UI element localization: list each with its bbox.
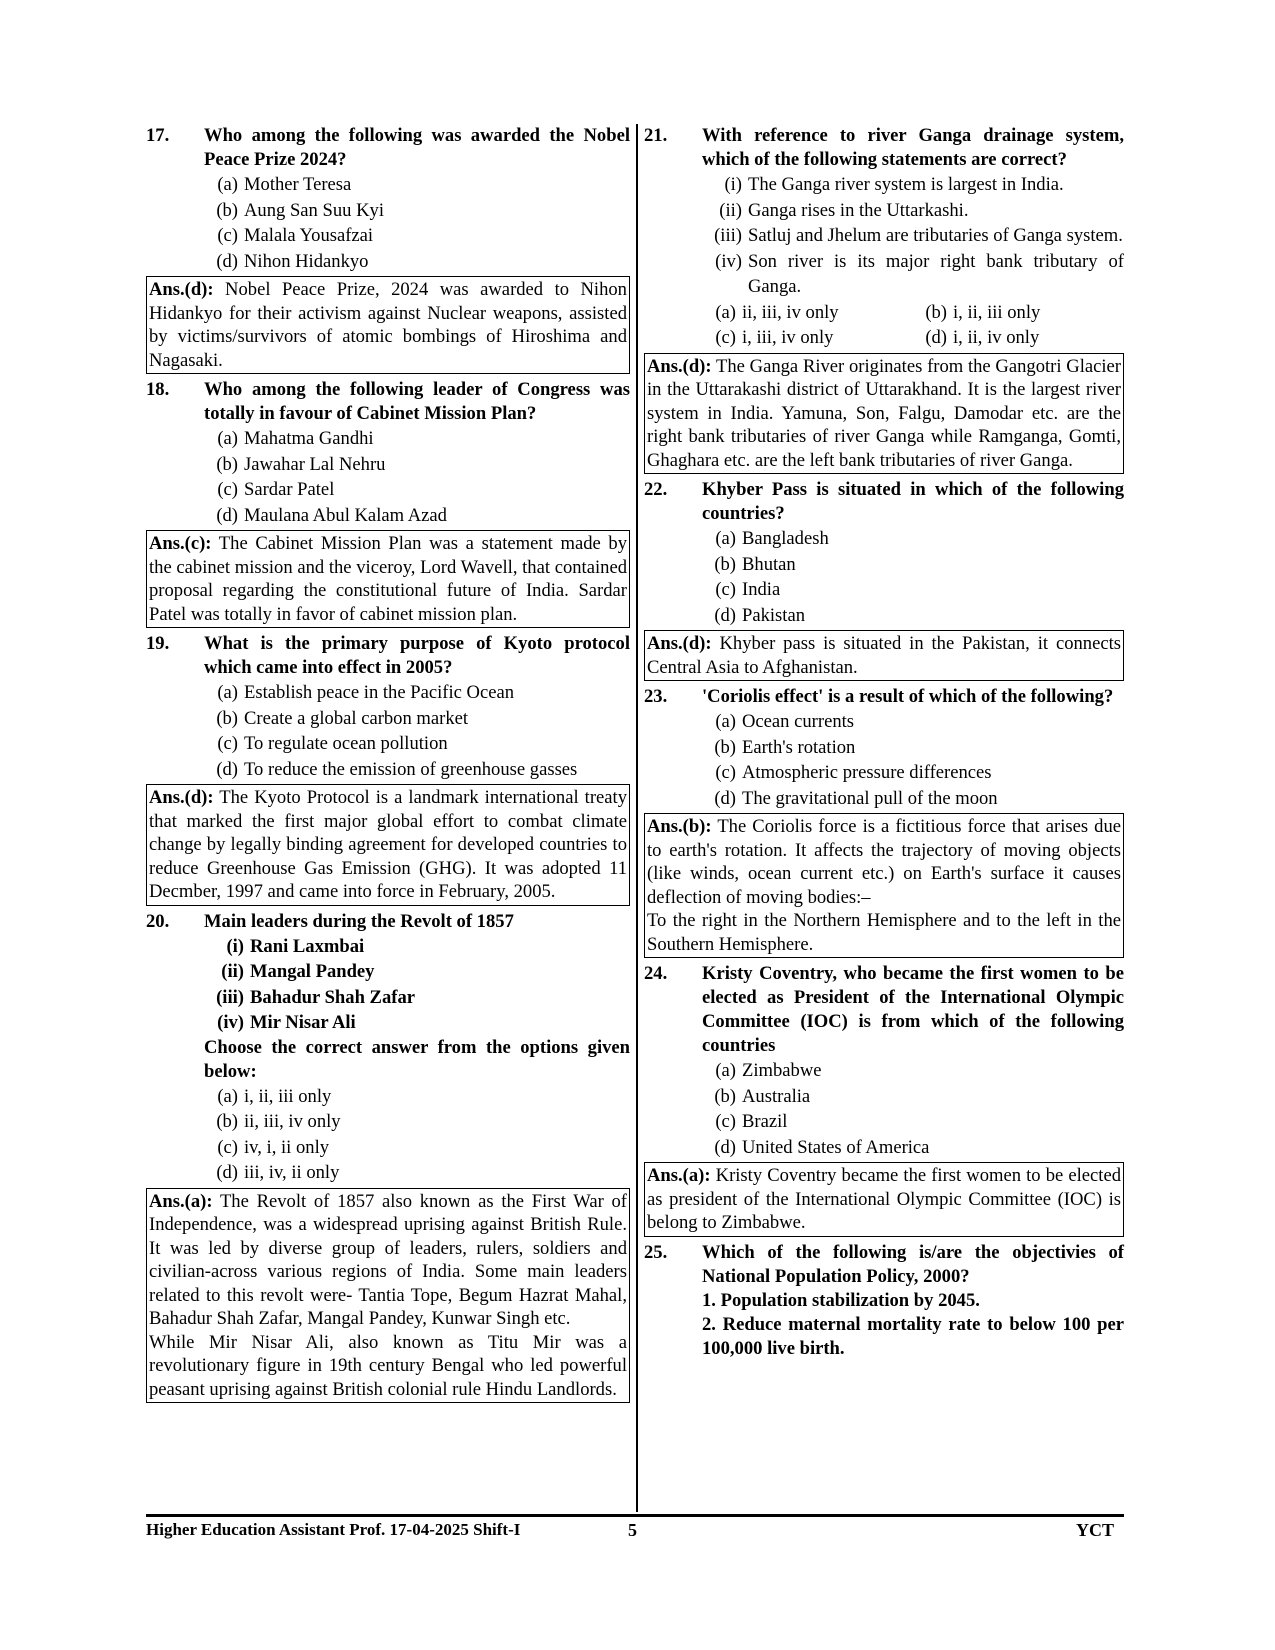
statement — [702, 223, 1124, 249]
statement — [702, 249, 1124, 300]
statement — [702, 198, 1124, 224]
option-label: (a) — [217, 174, 238, 195]
option — [204, 1084, 630, 1110]
option-label: (d) — [714, 787, 736, 809]
option-text: iii, iv, ii only — [244, 1162, 340, 1183]
answer-box — [644, 813, 1124, 958]
option-text: i, ii, iv only — [953, 327, 1040, 348]
question-text: Which of the following is/are the objectivies of National Population Policy, 2000? — [702, 1241, 1124, 1287]
column-divider — [636, 124, 638, 1512]
option — [204, 172, 630, 198]
item-label: (iii) — [216, 986, 244, 1008]
options-list — [702, 709, 1124, 811]
options-list — [204, 172, 630, 274]
options-list — [204, 1084, 630, 1186]
option-label: (c) — [715, 579, 736, 600]
item-text: Rani Laxmbai — [250, 935, 365, 957]
statement-text: Ganga rises in the Uttarkashi. — [748, 199, 969, 221]
option — [204, 1160, 630, 1186]
answer-text: The Ganga River originates from the Gangotri Glacier in the Uttarakashi district of Uttarakhand. It is the largest river system in India. Yamuna, Son, Falgu, Damodar etc. are the right bank tributaries of river Ganga while Ramganga, Gomti, Ghaghara etc. are the left bank tributaries of river Ganga. — [647, 355, 1121, 471]
option — [702, 577, 1124, 603]
statement — [702, 172, 1124, 198]
footer-rule — [146, 1514, 1124, 1517]
question-number: 22. — [644, 479, 668, 500]
option-label: (a) — [217, 428, 238, 449]
option — [702, 300, 913, 326]
options-list — [204, 426, 630, 528]
option-text: United States of America — [742, 1136, 930, 1158]
answer-label: Ans.(b): — [647, 816, 712, 837]
option-label: (a) — [715, 711, 736, 732]
option-label: (d) — [216, 504, 238, 526]
answer-box — [644, 353, 1124, 475]
option-label: (c) — [217, 479, 238, 500]
option — [204, 426, 630, 452]
option — [204, 198, 630, 224]
answer-box — [146, 784, 630, 906]
question-number: 25. — [644, 1241, 668, 1263]
option-label: (d) — [216, 250, 238, 272]
option-text: Aung San Suu Kyi — [244, 199, 384, 221]
option-label: (d) — [714, 1136, 736, 1158]
list-item — [204, 1010, 630, 1036]
option-text: Maulana Abul Kalam Azad — [244, 504, 447, 526]
item-text: Mir Nisar Ali — [250, 1012, 356, 1033]
question-22 — [644, 478, 1124, 526]
question-25 — [644, 1241, 1124, 1289]
question-number: 23. — [644, 686, 668, 707]
item-label: (iv) — [217, 1012, 244, 1033]
page-number: 5 — [628, 1520, 637, 1540]
option — [913, 325, 1124, 351]
option-text: Bhutan — [742, 553, 796, 575]
option-label: (d) — [925, 327, 947, 348]
question-21 — [644, 124, 1124, 172]
option — [204, 680, 630, 706]
option-text: Bangladesh — [742, 528, 829, 549]
question-text: Kristy Coventry, who became the first women to be elected as President of the International Olympic Committee (IOC) is from which of the following countries — [702, 963, 1124, 1056]
item-text: Bahadur Shah Zafar — [250, 986, 415, 1008]
option-text: i, iii, iv only — [742, 327, 834, 348]
statements-list — [702, 172, 1124, 300]
leaders-list — [204, 934, 630, 1036]
answer-label: Ans.(d): — [149, 279, 214, 300]
option-label: (c) — [715, 327, 736, 348]
option-text: Jawahar Lal Nehru — [244, 453, 386, 475]
answer-text: The Coriolis force is a fictitious force that arises due to earth's rotation. It affects the trajectory of moving objects (like winds, ocean current etc.) on Earth's surface it causes deflection of moving bodies:– — [647, 816, 1122, 908]
option-label: (b) — [714, 736, 736, 758]
option-text: Zimbabwe — [742, 1060, 822, 1081]
option — [204, 731, 630, 757]
option-text: Malala Yousafzai — [244, 225, 374, 246]
option-text: Atmospheric pressure differences — [742, 762, 992, 783]
answer-label: Ans.(d): — [149, 787, 214, 808]
option-text: To reduce the emission of greenhouse gasses — [244, 758, 578, 780]
answer-label: Ans.(c): — [149, 533, 212, 554]
question-number: 21. — [644, 125, 668, 146]
option — [702, 709, 1124, 735]
option-text: Earth's rotation — [742, 736, 856, 758]
answer-text: The Kyoto Protocol is a landmark international treaty that marked the first major global effort to combat climate change by legally binding agreement for developed countries to reduce Greenhouse Gas Emission (GHG). It was adopted 11 Decmber, 1997 and came into force in February, 2005. — [149, 787, 627, 902]
option — [702, 1084, 1124, 1110]
question-text: What is the primary purpose of Kyoto protocol which came into effect in 2005? — [204, 633, 630, 678]
answer-box — [146, 530, 630, 628]
option — [204, 477, 630, 503]
question-19 — [146, 632, 630, 680]
option — [702, 325, 913, 351]
answer-box — [146, 1188, 630, 1404]
option-text: iv, i, ii only — [244, 1136, 330, 1158]
answer-text: Kristy Coventry became the first women to be elected as president of the International Olympic Committee (IOC) is belong to Zimbabwe. — [647, 1165, 1121, 1233]
option-text: Australia — [742, 1085, 811, 1107]
statement-text: Satluj and Jhelum are tributaries of Ganga system. — [748, 225, 1123, 246]
footer-exam-title: Higher Education Assistant Prof. 17-04-2025 Shift-I — [146, 1520, 521, 1539]
answer-text: The Revolt of 1857 also known as the First War of Independence, was a widespread uprising against British Rule. It was led by diverse group of leaders, rulers, soldiers and civilian-across various regions of India. Some main leaders related to this revolt were- Tantia Tope, Begum Hazrat Mahal, Bahadur Shah Zafar, Mangal Pandey, Kunwar Singh etc. — [149, 1190, 627, 1329]
option-text: Pakistan — [742, 604, 806, 626]
option — [204, 452, 630, 478]
option — [702, 526, 1124, 552]
option-text: The gravitational pull of the moon — [742, 787, 998, 809]
option-label: (d) — [216, 758, 238, 780]
option — [204, 757, 630, 783]
option-text: Mahatma Gandhi — [244, 428, 374, 449]
question-instruction: Choose the correct answer from the options given below: — [204, 1036, 630, 1082]
option-label: (b) — [216, 707, 238, 729]
list-item — [204, 985, 630, 1011]
question-number: 18. — [146, 379, 170, 400]
option-text: Ocean currents — [742, 711, 855, 732]
option-label: (c) — [715, 762, 736, 783]
option — [702, 1058, 1124, 1084]
option-text: To regulate ocean pollution — [244, 733, 448, 754]
option-label: (b) — [925, 301, 947, 323]
option-label: (c) — [715, 1111, 736, 1132]
objective-point: 2. Reduce maternal mortality rate to below 100 per 100,000 live birth. — [702, 1313, 1124, 1359]
list-item — [204, 934, 630, 960]
option-text: i, ii, iii only — [953, 301, 1041, 323]
option-text: ii, iii, iv only — [244, 1111, 341, 1132]
option-label: (c) — [217, 1136, 238, 1158]
statement-label: (ii) — [719, 199, 742, 221]
answer-text-continued: While Mir Nisar Ali, also known as Titu Mir was a revolutionary figure in 19th century Bengal who led powerful peasant uprising against British colonial rule Hindu Landlords. — [149, 1331, 627, 1400]
answer-box — [146, 276, 630, 374]
option — [204, 1135, 630, 1161]
option-text: ii, iii, iv only — [742, 301, 839, 323]
question-18 — [146, 378, 630, 426]
option-label: (c) — [217, 733, 238, 754]
option-text: Brazil — [742, 1111, 788, 1132]
option — [702, 786, 1124, 812]
options-list — [702, 1058, 1124, 1160]
option-label: (c) — [217, 225, 238, 246]
publisher-mark: YCT — [1076, 1520, 1115, 1540]
answer-box — [644, 630, 1124, 681]
answer-text: The Cabinet Mission Plan was a statement made by the cabinet mission and the viceroy, Lord Wavell, that contained proposal regarding the constitutional future of India. Sardar Patel was totally in favor of cabinet mission plan. — [149, 533, 627, 625]
option-label: (b) — [216, 1111, 238, 1132]
option — [204, 503, 630, 529]
option-text: Mother Teresa — [244, 174, 352, 195]
answer-text: Nobel Peace Prize, 2024 was awarded to Nihon Hidankyo for their activism against Nuclear weapons, assisted by victims/survivors of atomic bombings of Hiroshima and Nagasaki. — [149, 279, 627, 371]
option-text: India — [742, 579, 781, 600]
right-column — [644, 124, 1124, 1361]
item-text: Mangal Pandey — [250, 961, 375, 982]
statement-text: Son river is its major right bank tributary of Ganga. — [748, 250, 1124, 297]
answer-label: Ans.(d): — [647, 355, 712, 377]
question-number: 19. — [146, 633, 170, 654]
question-text: Main leaders during the Revolt of 1857 — [204, 910, 514, 932]
option-label: (a) — [715, 301, 736, 323]
option-label: (d) — [216, 1162, 238, 1183]
option — [702, 1135, 1124, 1161]
question-17 — [146, 124, 630, 172]
list-item — [204, 959, 630, 985]
option-label: (b) — [714, 553, 736, 575]
question-24 — [644, 962, 1124, 1058]
option-text: Sardar Patel — [244, 479, 335, 500]
option-label: (a) — [217, 1085, 238, 1107]
option-text: i, ii, iii only — [244, 1085, 332, 1107]
option-text: Establish peace in the Pacific Ocean — [244, 682, 515, 703]
question-number: 17. — [146, 125, 170, 146]
option — [702, 603, 1124, 629]
option-label: (a) — [217, 682, 238, 703]
question-23 — [644, 685, 1124, 709]
option — [913, 300, 1124, 326]
option — [204, 249, 630, 275]
option-label: (a) — [715, 1060, 736, 1081]
answer-label: Ans.(d): — [647, 633, 712, 654]
option — [702, 735, 1124, 761]
item-label: (ii) — [221, 961, 244, 982]
statement-label: (i) — [724, 174, 742, 195]
options-list — [702, 300, 1124, 351]
statement-text: The Ganga river system is largest in India. — [748, 174, 1064, 195]
objective-point: 1. Population stabilization by 2045. — [702, 1289, 980, 1311]
options-list — [204, 680, 630, 782]
option — [702, 552, 1124, 578]
question-number: 24. — [644, 963, 668, 984]
statement-label: (iv) — [715, 250, 742, 272]
option — [204, 223, 630, 249]
answer-text: Khyber pass is situated in the Pakistan, it connects Central Asia to Afghanistan. — [647, 633, 1121, 678]
option-label: (b) — [216, 453, 238, 475]
option-label: (b) — [216, 199, 238, 221]
question-number: 20. — [146, 910, 170, 932]
option-label: (b) — [714, 1085, 736, 1107]
option-label: (a) — [715, 528, 736, 549]
question-text: Khyber Pass is situated in which of the following countries? — [702, 479, 1124, 524]
statement-label: (iii) — [714, 225, 742, 246]
question-20 — [146, 910, 630, 934]
answer-label: Ans.(a): — [149, 1190, 213, 1212]
question-text: Who among the following leader of Congress was totally in favour of Cabinet Mission Plan? — [204, 379, 630, 424]
left-column — [146, 124, 630, 1407]
option — [204, 706, 630, 732]
answer-box — [644, 1162, 1124, 1237]
option — [204, 1109, 630, 1135]
question-text: 'Coriolis effect' is a result of which of the following? — [702, 686, 1114, 707]
option-text: Create a global carbon market — [244, 707, 469, 729]
option-label: (d) — [714, 604, 736, 626]
item-label: (i) — [226, 935, 244, 957]
question-text: Who among the following was awarded the Nobel Peace Prize 2024? — [204, 125, 630, 170]
option-text: Nihon Hidankyo — [244, 250, 369, 272]
answer-label: Ans.(a): — [647, 1165, 711, 1186]
question-text: With reference to river Ganga drainage system, which of the following statements are correct? — [702, 125, 1124, 170]
option — [702, 1109, 1124, 1135]
option — [702, 760, 1124, 786]
answer-text-continued: To the right in the Northern Hemisphere and to the left in the Southern Hemisphere. — [647, 910, 1121, 955]
options-list — [702, 526, 1124, 628]
